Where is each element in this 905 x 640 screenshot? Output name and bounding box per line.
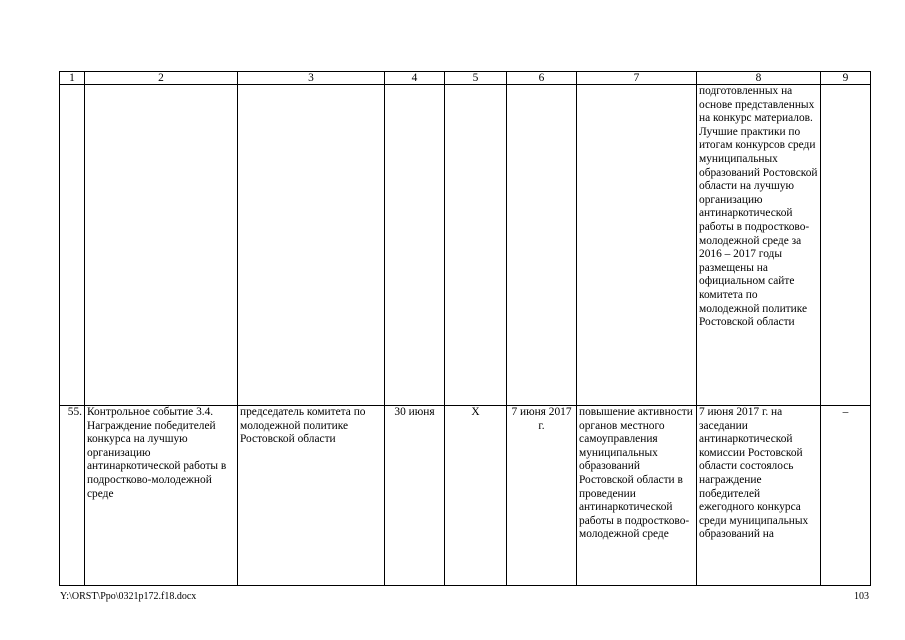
- cell-empty: [60, 85, 85, 406]
- continued-result-text: подготовленных на основе представленных на конкурс материалов. Лучшие практики по итогам конкурсов среди муниципальных образований Ростовской области на лучшую организацию антинаркотической работы в подростково-молодежной среде за 2016 – 2017 годы размещены на официальном сайте комитета по молодежной политике Ростовской области: [697, 85, 821, 406]
- cell-empty: [577, 85, 697, 406]
- cell-empty: [385, 85, 445, 406]
- event-description: Контрольное событие 3.4. Награждение победителей конкурса на лучшую организацию антинаркотической работы в подростково-молодежной среде: [85, 406, 238, 586]
- cell-empty: [821, 85, 871, 406]
- cell-empty: [445, 85, 507, 406]
- actual-result: 7 июня 2017 г. на заседании антинаркотической комиссии Ростовской области состоялось награждение победителей ежегодного конкурса среди муниципальных образований на: [697, 406, 821, 586]
- col-9-dash: –: [821, 406, 871, 586]
- header-col-9: 9: [821, 72, 871, 85]
- cell-empty: [507, 85, 577, 406]
- table-row-continuation: [60, 85, 871, 406]
- header-col-3: 3: [238, 72, 385, 85]
- actual-date: 7 июня 2017 г.: [507, 406, 577, 586]
- report-table: [59, 71, 871, 586]
- table-header-row: [60, 72, 871, 85]
- header-col-6: 6: [507, 72, 577, 85]
- header-col-8: 8: [697, 72, 821, 85]
- header-col-2: 2: [85, 72, 238, 85]
- footer-page-number: 103: [854, 591, 869, 602]
- footer-file-path: Y:\ORST\Ppo\0321p172.f18.docx: [60, 591, 197, 602]
- responsible-person: председатель комитета по молодежной политике Ростовской области: [238, 406, 385, 586]
- planned-date: 30 июня: [385, 406, 445, 586]
- row-number: 55.: [60, 406, 85, 586]
- cell-empty: [85, 85, 238, 406]
- planned-result: повышение активности органов местного самоуправления муниципальных образований Ростовской области в проведении антинаркотической работы в подростково-молодежной среде: [577, 406, 697, 586]
- header-col-1: 1: [60, 72, 85, 85]
- header-col-4: 4: [385, 72, 445, 85]
- header-col-7: 7: [577, 72, 697, 85]
- col-5-mark: X: [445, 406, 507, 586]
- header-col-5: 5: [445, 72, 507, 85]
- table-row-55: [60, 406, 871, 586]
- cell-empty: [238, 85, 385, 406]
